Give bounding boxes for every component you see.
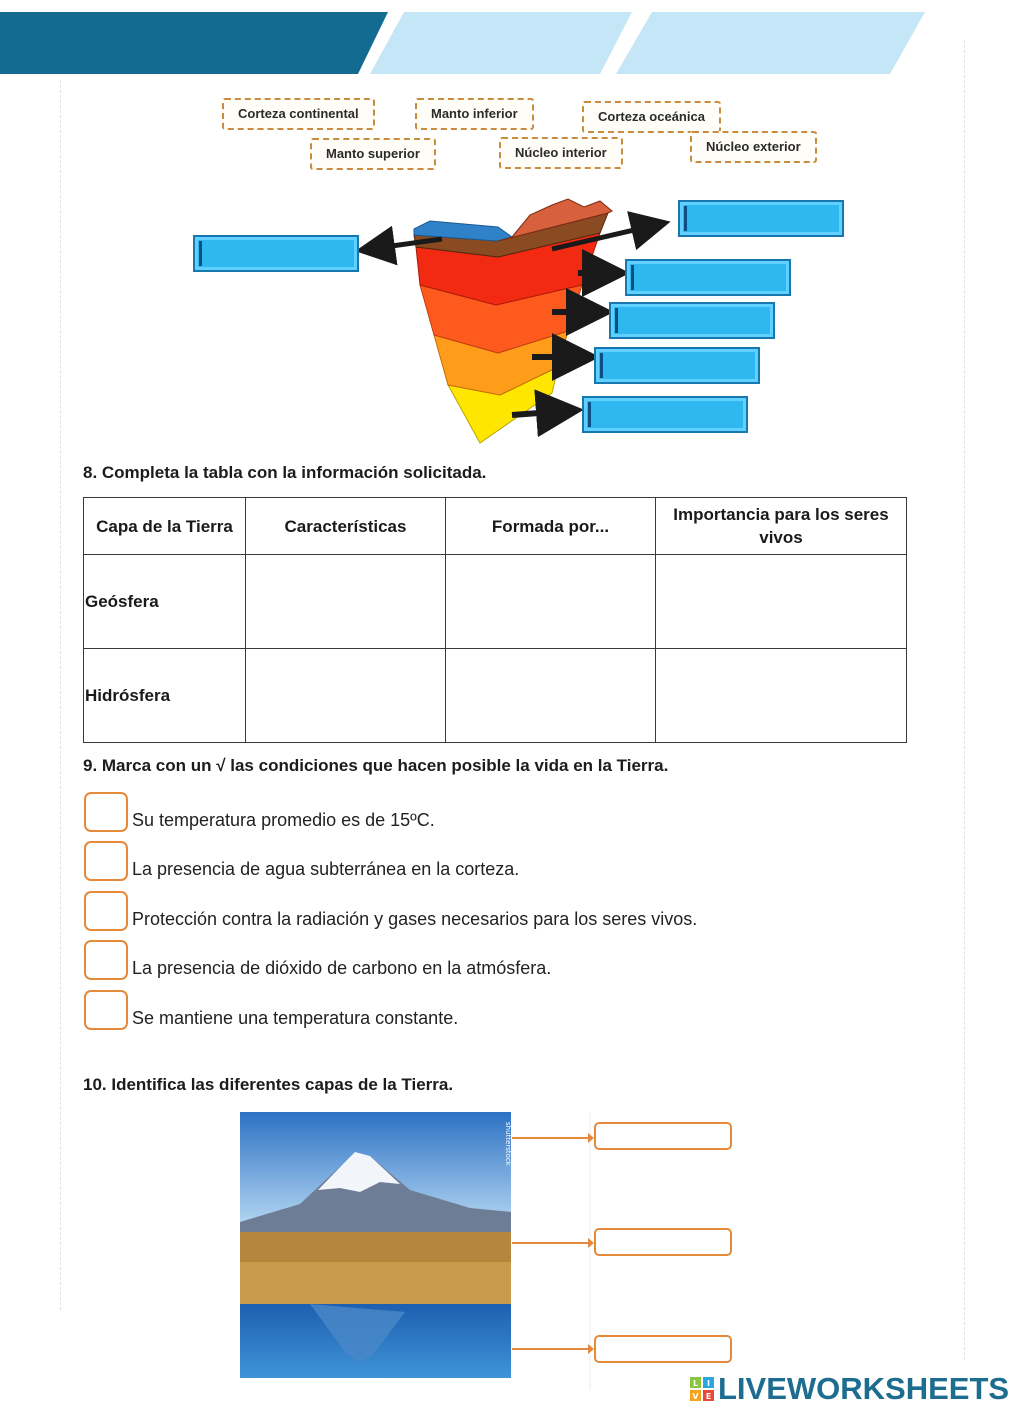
label-manto-inferior[interactable]: Manto inferior	[415, 98, 534, 130]
condition-text-4: La presencia de dióxido de carbono en la atmósfera.	[132, 958, 552, 978]
answer-box-4[interactable]	[594, 347, 760, 384]
condition-text-2: La presencia de agua subterránea en la corteza.	[132, 859, 520, 879]
condition-text-5: Se mantiene una temperatura constante.	[132, 1008, 459, 1028]
question-8-title: 8. Completa la tabla con la información solicitada.	[83, 463, 487, 482]
arrow-5	[512, 411, 566, 415]
condition-text-1: Su temperatura promedio es de 15ºC.	[132, 810, 435, 830]
check-box-4[interactable]	[84, 940, 128, 980]
table-cell-hidrosfera-formada-por[interactable]	[446, 649, 656, 743]
condition-option-5	[84, 990, 844, 1030]
question-9-title: 9. Marca con un √ las condiciones que hacen posible la vida en la Tierra.	[83, 756, 669, 775]
label-nucleo-interior[interactable]: Núcleo interior	[499, 137, 623, 169]
table-row	[84, 555, 907, 649]
earth-layers-table	[83, 497, 907, 743]
label-nucleo-exterior[interactable]: Núcleo exterior	[690, 131, 817, 163]
check-box-5[interactable]	[84, 990, 128, 1030]
table-cell-hidrosfera-importancia[interactable]	[656, 649, 907, 743]
question-10-title: 10. Identifica las diferentes capas de la Tierra.	[83, 1075, 454, 1094]
table-header-importancia: Importancia para los seres vivos	[656, 498, 907, 555]
condition-option-4	[84, 940, 844, 980]
svg-text:V: V	[692, 1392, 699, 1401]
liveworksheets-wordmark: LIVEWORKSHEETS	[718, 1371, 1009, 1406]
answer-box-3[interactable]	[609, 302, 775, 339]
label-manto-superior[interactable]: Manto superior	[310, 138, 436, 170]
label-corteza-continental[interactable]: Corteza continental	[222, 98, 375, 130]
check-box-1[interactable]	[84, 792, 128, 832]
condition-option-3	[84, 891, 844, 931]
mountain-lake-photo	[240, 1112, 511, 1378]
table-row-head-geosfera: Geósfera	[84, 555, 246, 649]
table-header-capa: Capa de la Tierra	[84, 498, 246, 555]
layer-answer-box-1[interactable]	[594, 1122, 732, 1150]
liveworksheets-logo-icon	[690, 1377, 714, 1401]
condition-option-2	[84, 841, 844, 881]
page-edge-right	[964, 40, 965, 1360]
header-band-light-2	[616, 12, 925, 74]
table-cell-geosfera-importancia[interactable]	[656, 555, 907, 649]
header-banner	[0, 0, 1000, 80]
table-header-formada-por: Formada por...	[446, 498, 656, 555]
layer-answer-box-2[interactable]	[594, 1228, 732, 1256]
answer-box-5[interactable]	[582, 396, 748, 433]
svg-text:I: I	[707, 1379, 710, 1388]
header-band-light-1	[370, 12, 632, 74]
svg-text:E: E	[705, 1392, 712, 1401]
answer-box-left[interactable]	[193, 235, 359, 272]
label-corteza-oceanica[interactable]: Corteza oceánica	[582, 101, 721, 133]
answer-box-2[interactable]	[625, 259, 791, 296]
header-band-dark	[0, 12, 388, 74]
condition-option-1	[84, 792, 844, 832]
grass-band	[240, 1262, 511, 1304]
table-row-head-hidrosfera: Hidrósfera	[84, 649, 246, 743]
table-row	[84, 649, 907, 743]
table-cell-geosfera-formada-por[interactable]	[446, 555, 656, 649]
table-cell-geosfera-caracteristicas[interactable]	[246, 555, 446, 649]
svg-text:L: L	[692, 1379, 699, 1388]
page-edge-left	[60, 80, 61, 1310]
table-header-row	[84, 498, 907, 555]
check-box-2[interactable]	[84, 841, 128, 881]
check-box-3[interactable]	[84, 891, 128, 931]
table-header-caracteristicas: Características	[246, 498, 446, 555]
table-cell-hidrosfera-caracteristicas[interactable]	[246, 649, 446, 743]
photo-watermark: shutterstock	[504, 1122, 512, 1166]
layer-answer-box-3[interactable]	[594, 1335, 732, 1363]
condition-text-3: Protección contra la radiación y gases necesarios para los seres vivos.	[132, 909, 698, 929]
photo-arrows	[510, 1112, 594, 1392]
liveworksheets-logo	[690, 1372, 1009, 1406]
answer-box-top-right[interactable]	[678, 200, 844, 237]
